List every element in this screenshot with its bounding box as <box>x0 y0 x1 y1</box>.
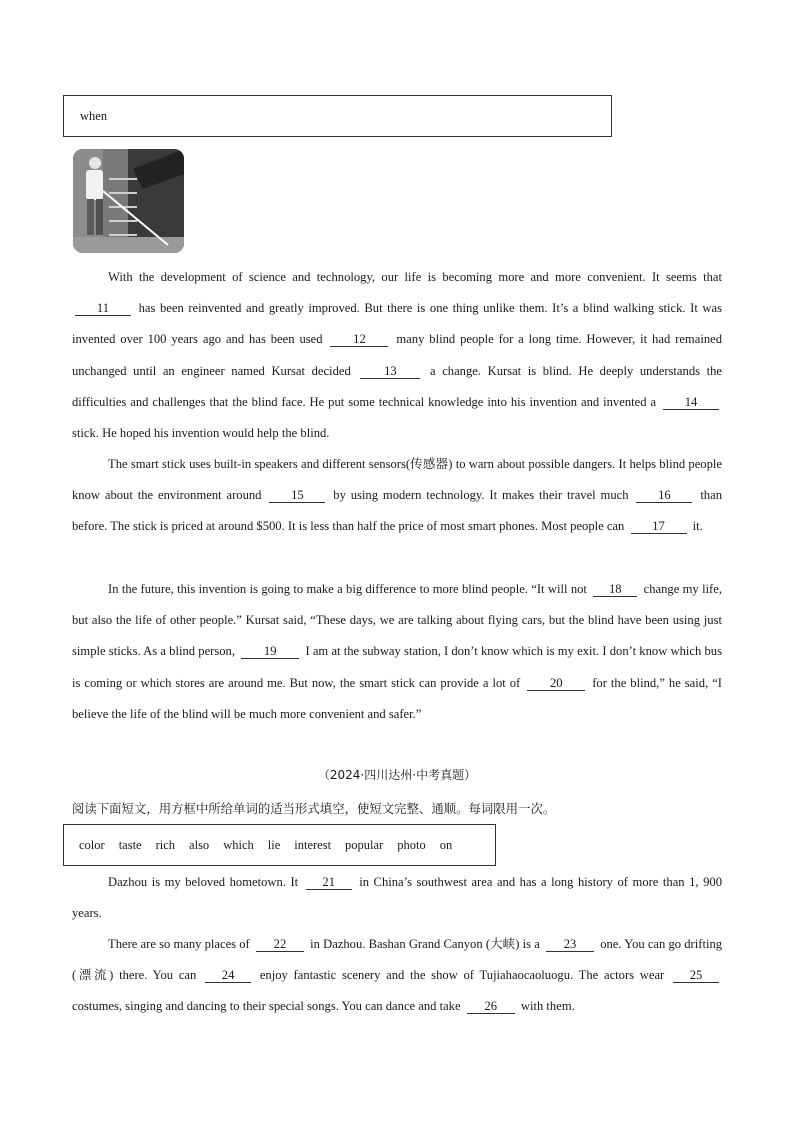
text-segment: one. You can go drifting (漂流) there. You can <box>72 937 723 983</box>
word-box-item: on <box>439 837 453 852</box>
blank-13[interactable]: 13 <box>360 364 420 379</box>
passage1-paragraph3 <box>72 574 722 730</box>
text-segment: many blind people for a long time. However, it had remained unchanged until an engineer named Kursat decided <box>72 332 723 378</box>
blank-26[interactable]: 26 <box>467 999 515 1014</box>
photo-illustration <box>73 149 184 253</box>
word-box-item: color <box>79 837 105 852</box>
word-box-2 <box>63 824 496 866</box>
word-box-item: taste <box>118 837 142 852</box>
question-source: （2024·四川达州·中考真题） <box>317 768 477 782</box>
blank-16[interactable]: 16 <box>636 488 692 503</box>
text-segment: for the blind,” he said, “I believe the life of the blind will be much more convenient and safer.” <box>72 675 722 721</box>
text-segment: change my life, but also the life of other people.” Kursat said, “These days, we are talking about flying cars, but the blind have been using just simple sticks. As a blind person, <box>72 582 722 659</box>
text-segment: stick. He hoped his invention would help the blind. <box>72 426 330 441</box>
blank-21[interactable]: 21 <box>306 875 352 890</box>
instruction-text: 阅读下面短文，用方框中所给单词的适当形式填空，使短文完整、通顺。每词限用一次。 <box>72 801 556 816</box>
word-box-item: popular <box>345 837 384 852</box>
text-segment: costumes, singing and dancing to their special songs. You can dance and take <box>72 999 461 1014</box>
text-segment: I am at the subway station, I don’t know which is my exit. I don’t know which bus is coming or which stores are around me. But now, the smart stick can provide a lot of <box>72 644 722 690</box>
text-segment: it. <box>692 519 703 534</box>
blank-17[interactable]: 17 <box>631 519 687 534</box>
text-segment: by using modern technology. It makes their travel much <box>333 488 629 503</box>
passage1-paragraph1 <box>72 262 722 449</box>
text-segment: The smart stick uses built-in speakers and different sensors(传感器) to warn about possible dangers. It helps blind people know about the environment around <box>72 457 722 503</box>
blank-24[interactable]: 24 <box>205 968 251 983</box>
blank-18[interactable]: 18 <box>593 582 637 597</box>
blank-19[interactable]: 19 <box>241 644 299 659</box>
text-segment: In the future, this invention is going to make a big difference to more blind people. “It will not <box>108 582 587 596</box>
word-box-item: photo <box>397 837 426 852</box>
text-segment: in China’s southwest area and has a long history of more than 1, 900 years. <box>72 875 722 921</box>
word-box-item: rich <box>155 837 176 852</box>
word-box-item: interest <box>294 837 332 852</box>
text-segment: with them. <box>520 999 575 1014</box>
text-segment: has been reinvented and greatly improved. But there is one thing unlike them. It’s a blind walking stick. It was invented over 100 years ago and has been used <box>72 301 722 347</box>
blank-14[interactable]: 14 <box>663 395 719 410</box>
text-segment: enjoy fantastic scenery and the show of Tujiahaocaoluogu. The actors wear <box>259 968 665 983</box>
blind-man-photo <box>73 149 184 253</box>
text-segment: Dazhou is my beloved hometown. It <box>108 875 299 889</box>
blank-25[interactable]: 25 <box>673 968 719 983</box>
blank-23[interactable]: 23 <box>546 937 594 952</box>
word-box-1 <box>63 95 612 137</box>
passage1-paragraph2 <box>72 449 722 543</box>
blank-12[interactable]: 12 <box>330 332 388 347</box>
text-segment: With the development of science and technology, our life is becoming more and more convenient. It seems that <box>108 270 722 284</box>
text-segment: There are so many places of <box>108 937 250 951</box>
blank-15[interactable]: 15 <box>269 488 325 503</box>
word-box-item: lie <box>267 837 281 852</box>
word-box-item: which <box>223 837 254 852</box>
text-segment: in Dazhou. Bashan Grand Canyon (大峡) is a <box>310 937 540 951</box>
text-segment: than before. The stick is priced at around $500. It is less than half the price of most smart phones. Most people can <box>72 488 722 534</box>
blank-20[interactable]: 20 <box>527 676 585 691</box>
text-segment: a change. Kursat is blind. He deeply understands the difficulties and challenges that the blind face. He put some technical knowledge into his invention and invented a <box>72 363 722 409</box>
passage2-paragraph2 <box>72 929 722 1023</box>
word-box-item: also <box>189 837 210 852</box>
blank-11[interactable]: 11 <box>75 301 131 316</box>
blank-22[interactable]: 22 <box>256 937 304 952</box>
passage2-paragraph1 <box>72 867 722 929</box>
word-box-item: when <box>80 108 108 123</box>
